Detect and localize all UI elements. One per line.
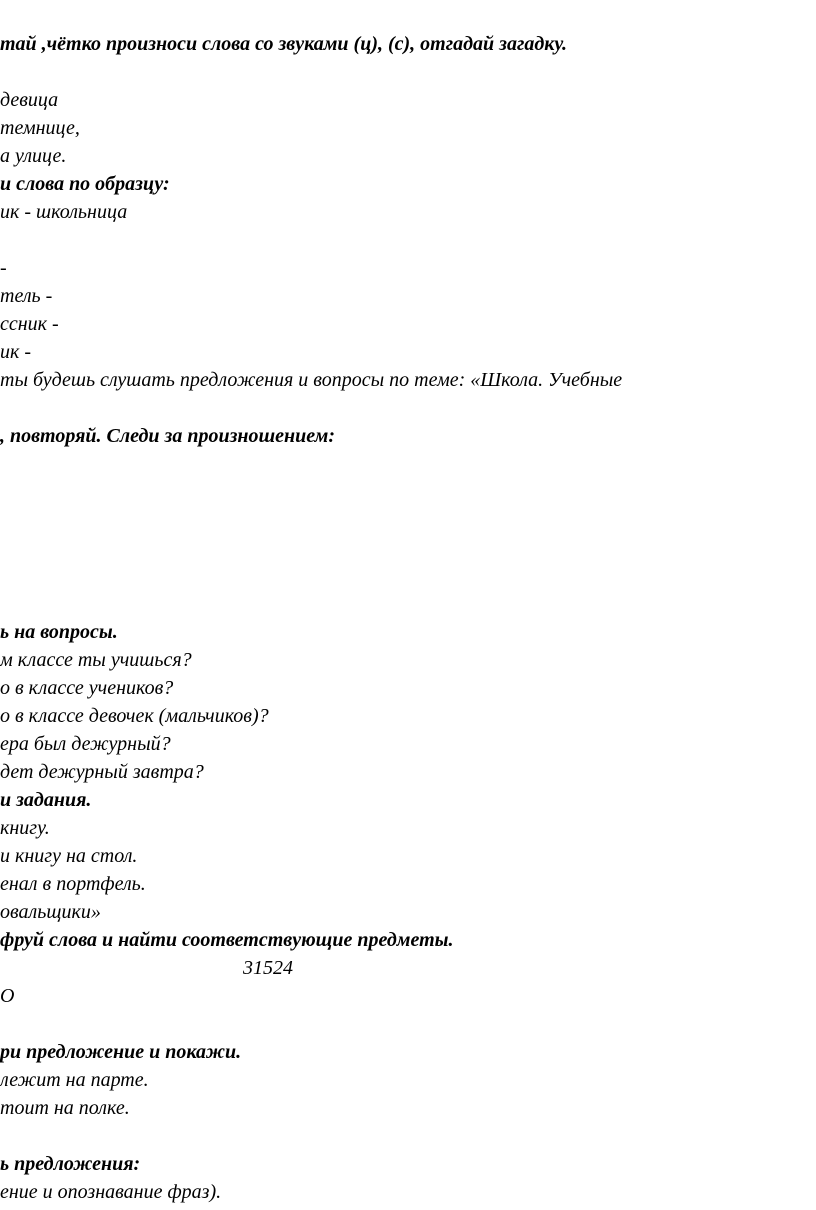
doc-line: - [0, 257, 7, 279]
doc-line: ссник - [0, 313, 59, 335]
doc-line: девица [0, 89, 59, 111]
doc-line: О [0, 985, 15, 1007]
doc-line: а улице. [0, 145, 67, 167]
doc-line: книгу. [0, 817, 50, 839]
doc-line: лежит на парте. [0, 1069, 149, 1091]
doc-line: ик - [0, 341, 32, 363]
cipher-code: 31524 [243, 957, 293, 979]
doc-line: тай ,чётко произноси слова со звуками (ц), (с), отгадай загадку. [0, 33, 568, 55]
doc-line: ь предложения: [0, 1153, 141, 1175]
doc-line: тоит на полке. [0, 1097, 130, 1119]
doc-line: о в классе девочек (мальчиков)? [0, 705, 269, 727]
doc-line: ри предложение и покажи. [0, 1041, 242, 1063]
doc-line: енал в портфель. [0, 873, 146, 895]
doc-line: и книгу на стол. [0, 845, 138, 867]
doc-line: ера был дежурный? [0, 733, 171, 755]
doc-line: и задания. [0, 789, 92, 811]
doc-line: ь на вопросы. [0, 621, 118, 643]
doc-line: ение и опознавание фраз). [0, 1181, 222, 1203]
doc-line: овальщики» [0, 901, 101, 923]
doc-line: ты будешь слушать предложения и вопросы по теме: «Школа. Учебные [0, 369, 623, 391]
doc-line: о в классе учеников? [0, 677, 174, 699]
doc-line: дет дежурный завтра? [0, 761, 204, 783]
doc-line: тель - [0, 285, 53, 307]
doc-line: , повторяй. Следи за произношением: [0, 425, 335, 447]
doc-line: темнице, [0, 117, 80, 139]
doc-line: фруй слова и найти соответствующие предметы. [0, 929, 454, 951]
doc-line: ик - школьница [0, 201, 128, 223]
doc-line: м классе ты учишься? [0, 649, 192, 671]
doc-line: и слова по образцу: [0, 173, 170, 195]
